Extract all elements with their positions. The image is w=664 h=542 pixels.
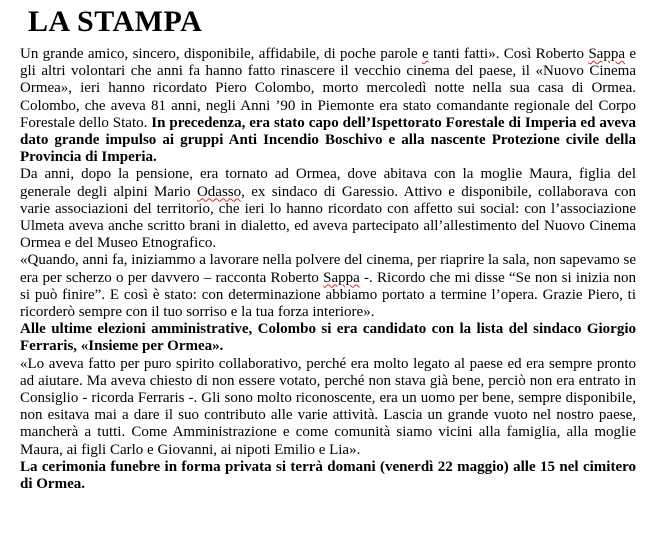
body-text: , ex sindaco di Garessio. Attivo e disponibile, collaborava con varie associazioni del territorio, che ieri lo hanno ricordato con affetto sui social: con l’associazione Ulmeta aveva anche scritto brani in dialetto, ed aveva partecipato all’allestimento del Nuovo Cinema Ormea e del Museo Etnografico. [20,183,636,252]
article-paragraph [20,356,636,459]
spellcheck-flagged-word: Sappa [323,269,360,286]
masthead-logo: LA STAMPA [28,5,203,38]
article-paragraph [20,321,636,355]
body-text: «Quando, anni fa, iniziammo a lavorare nella polvere del cinema, per riaprire la sala, non sapevamo se era per scherzo o per davvero – racconta Roberto [20,252,636,286]
article-paragraph [20,252,636,321]
body-text: tanti fatti». Così Roberto [428,46,589,62]
article-paragraph [20,166,636,252]
article-body [20,46,636,493]
body-text: Un grande amico, sincero, disponibile, affidabile, di poche parole [20,46,423,62]
spellcheck-flagged-word: Sappa [588,46,625,62]
spellcheck-flagged-word: Odasso [196,183,242,200]
bold-text: In precedenza, era stato capo dell’Ispettorato Forestale di Imperia ed aveva dato grande impulso ai gruppi Anti Incendio Boschivo e alla nascente Protezione civile della Provincia di Imperia. [20,114,636,166]
body-text: e gli altri volontari che anni fa hanno fatto rinascere il vecchio cinema del paese, il «Nuovo Cinema Ormea», ieri hanno ricordato Piero Colombo, morto mercoledì notte nella sua casa di Ormea. Colombo, che aveva 81 anni, negli Anni ’90 in Piemonte era stato comandante regionale del Corpo Forestale dello Stato. [20,46,636,131]
article-paragraph [20,459,636,493]
bold-text: Alle ultime elezioni amministrative, Colombo si era candidato con la lista del sindaco Giorgio Ferraris, «Insieme per Ormea». [20,321,636,355]
article-paragraph [20,46,636,166]
spellcheck-flagged-word: e [422,46,429,62]
body-text: Da anni, dopo la pensione, era tornato ad Ormea, dove abitava con la moglie Maura, figlia del generale degli alpini Mario [20,166,636,200]
body-text: «Lo aveva fatto per puro spirito collaborativo, perché era molto legato al paese ed era sempre pronto ad aiutare. Ma aveva chiesto di non essere votato, perché non stava già bene, perciò non era entrato in Consiglio - ricorda Ferraris -. Gli sono molto riconoscente, era un uomo per bene, sempre disponibile, non esitava mai a dare il suo contributo alle varie attività. Lascia un grande vuoto nel nostro paese, mancherà a tutti. Come Amministrazione e come comunità siamo vicini alla famiglia, alla moglie Maura, ai figli Carlo e Giovanni, ai nipoti Emilio e Lia». [20,355,636,458]
body-text: -. Ricordo che mi disse “Se non si inizia non si può finire”. E così è stato: con determinazione abbiamo portato a termine l’opera. Grazie Piero, ti ricorderò sempre con il tuo sorriso e la tua forza interiore». [20,269,636,321]
bold-text: La cerimonia funebre in forma privata si terrà domani (venerdì 22 maggio) alle 15 nel cimitero di Ormea. [20,458,636,493]
